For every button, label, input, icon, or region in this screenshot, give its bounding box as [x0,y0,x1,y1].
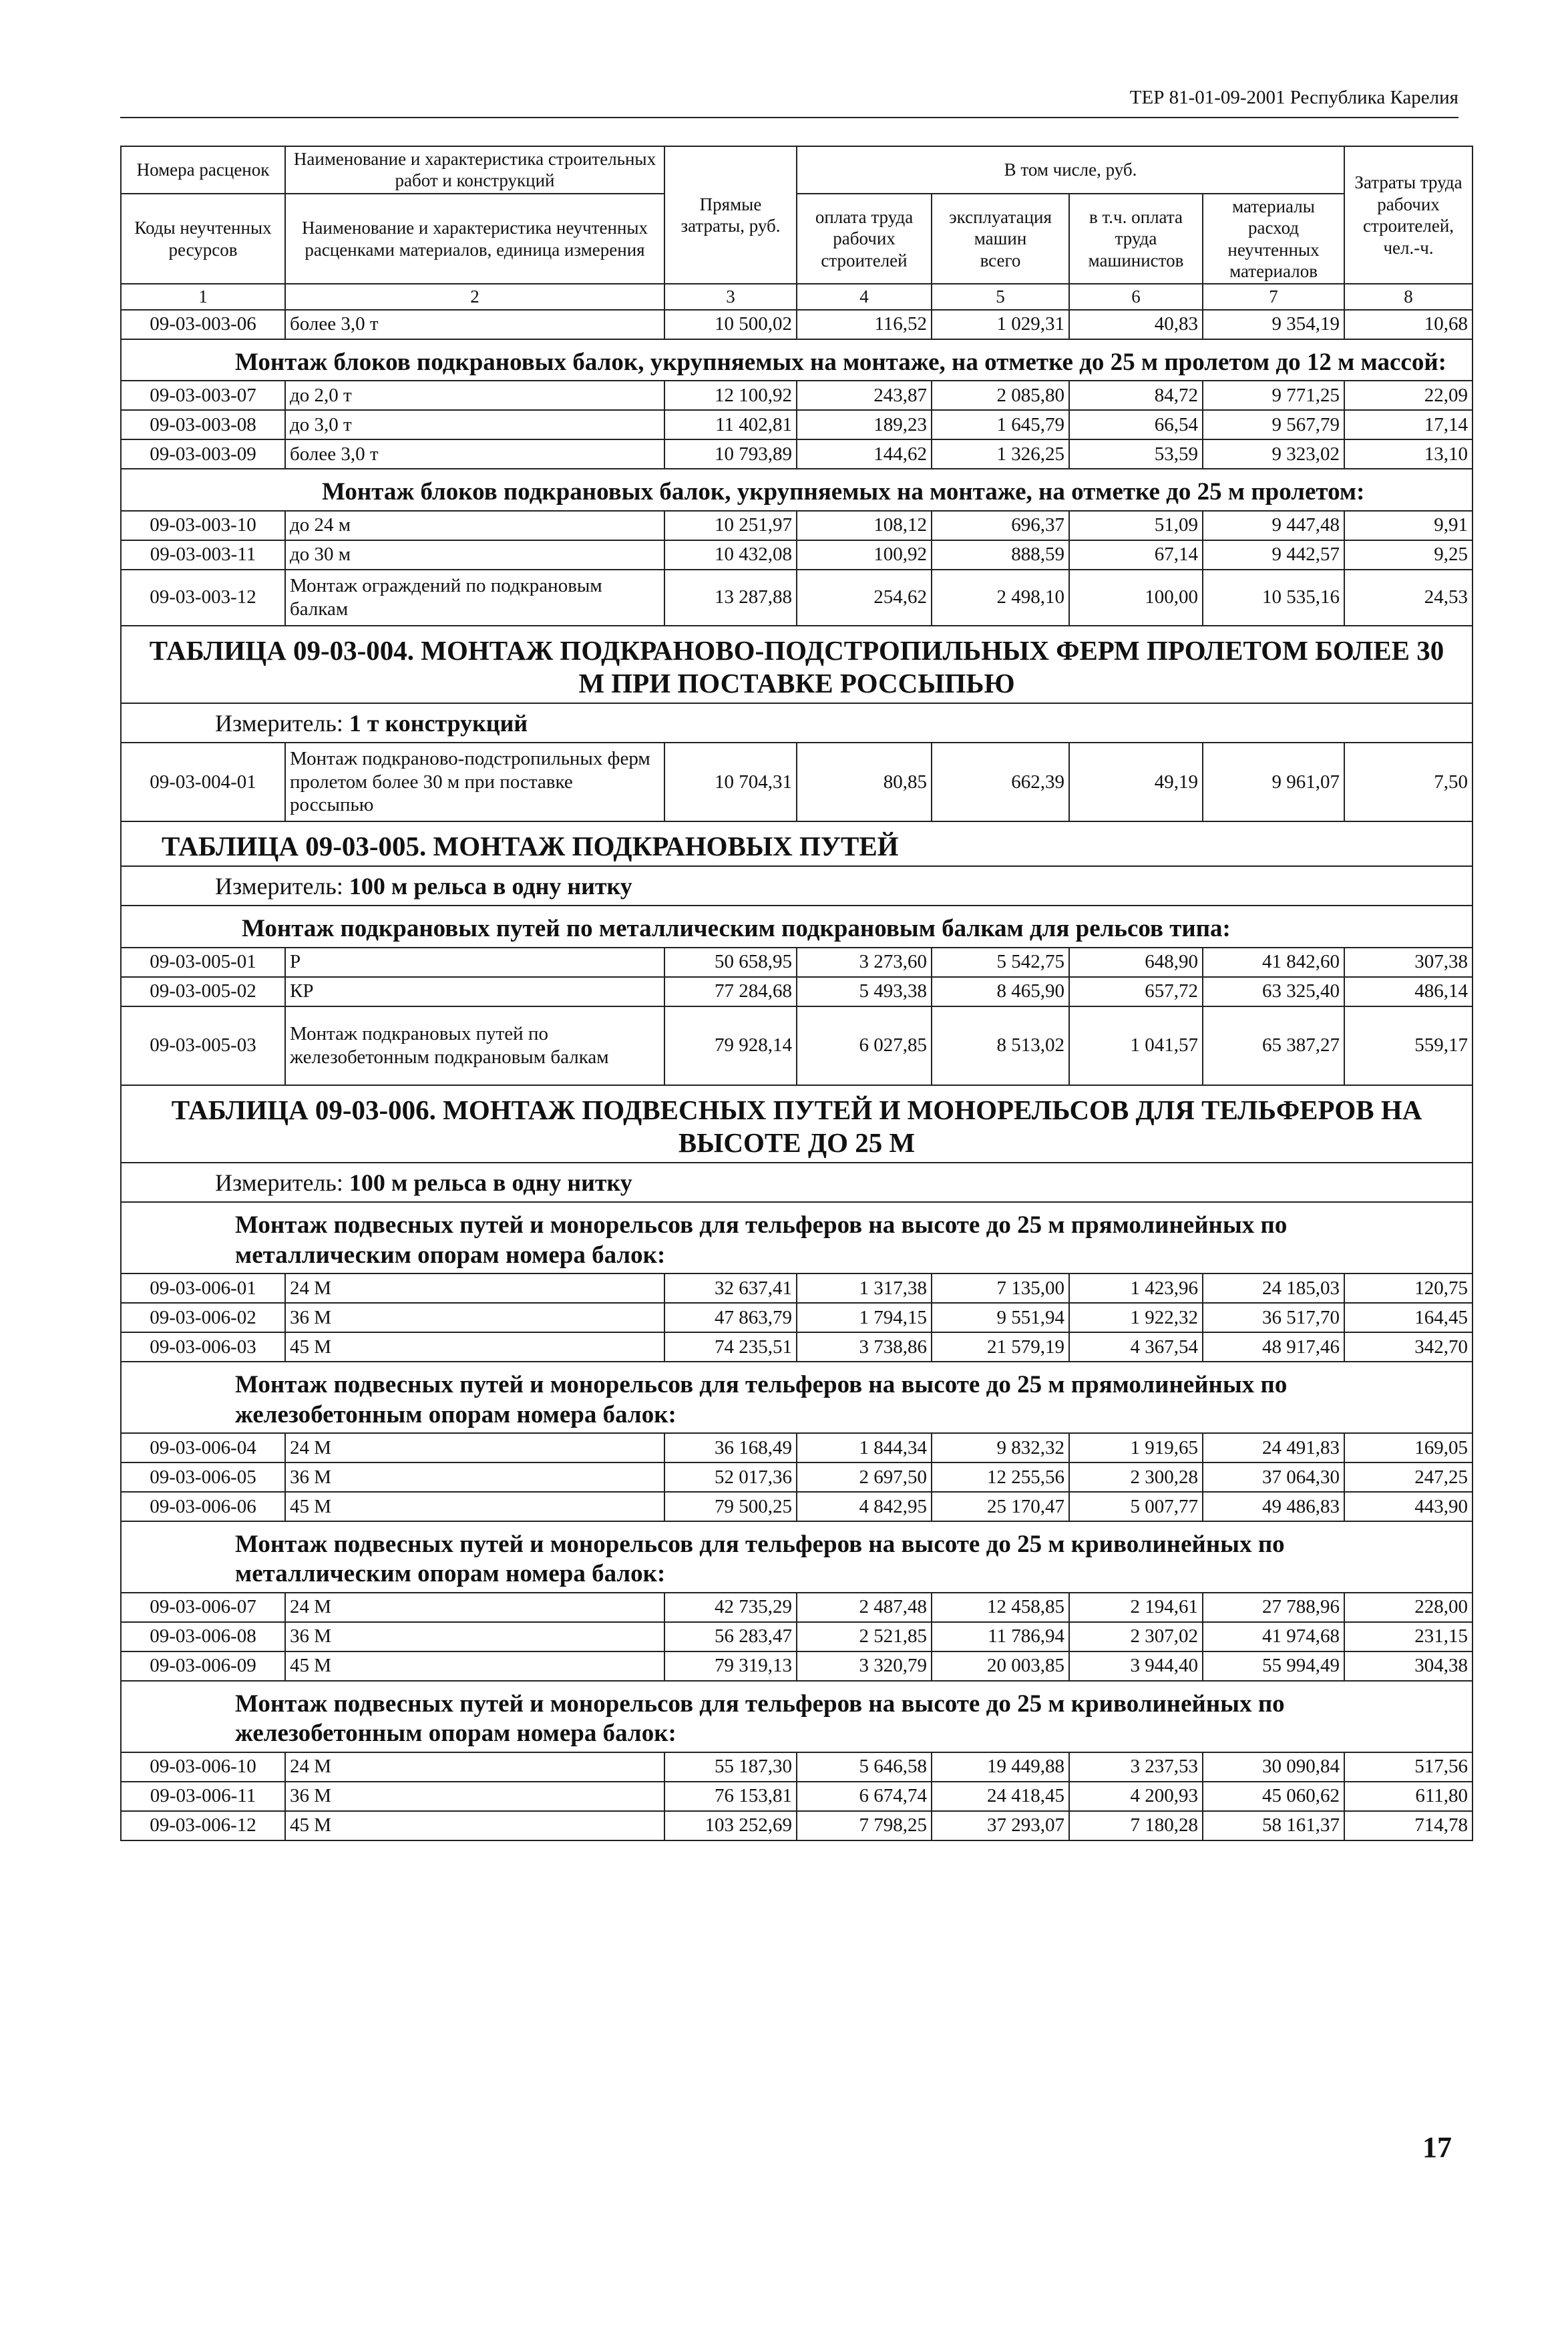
machine-cost: 9 551,94 [932,1303,1069,1332]
material-cost: 48 917,46 [1203,1332,1344,1362]
col-mach-all: всего [980,250,1021,270]
work-name: до 30 м [285,540,664,570]
rate-code: 09-03-004-01 [121,743,285,821]
work-name: до 3,0 т [285,410,664,439]
rate-code: 09-03-005-01 [121,948,285,977]
labor-hours: 228,00 [1344,1593,1473,1622]
material-cost: 30 090,84 [1203,1752,1344,1782]
machine-cost: 2 085,80 [932,381,1069,410]
col-mat-header [1203,194,1344,284]
work-name: 36 М [285,1782,664,1811]
machine-wage: 51,09 [1069,511,1203,540]
wage-cost: 7 798,25 [797,1811,932,1840]
machine-cost: 19 449,88 [932,1752,1069,1782]
measure-label: Измеритель: [215,1169,343,1197]
labor-hours: 247,25 [1344,1462,1473,1492]
material-cost: 9 961,07 [1203,743,1344,821]
material-cost: 49 486,83 [1203,1492,1344,1521]
machine-wage: 3 237,53 [1069,1752,1203,1782]
table-row [121,1492,1473,1521]
machine-cost: 1 029,31 [932,310,1069,339]
rate-code: 09-03-006-02 [121,1303,285,1332]
direct-cost: 11 402,81 [664,410,797,439]
machine-cost: 5 542,75 [932,948,1069,977]
machine-wage: 100,00 [1069,570,1203,626]
material-cost: 45 060,62 [1203,1782,1344,1811]
rate-code: 09-03-005-03 [121,1006,285,1085]
section-heading: Монтаж подвесных путей и монорельсов для тельферов на высоте до 25 м криволинейных по железобетонным опорам номера балок: [121,1681,1473,1752]
rate-code: 09-03-006-09 [121,1651,285,1681]
work-name: КР [285,977,664,1006]
wage-cost: 1 317,38 [797,1274,932,1303]
measure-unit: 100 м рельса в одну нитку [349,1169,632,1197]
material-cost: 9 354,19 [1203,310,1344,339]
page-number: 17 [1422,2131,1452,2164]
direct-cost: 10 704,31 [664,743,797,821]
table-row [121,1274,1473,1303]
machine-cost: 9 832,32 [932,1433,1069,1462]
machine-cost: 1 645,79 [932,410,1069,439]
section-heading: Монтаж блоков подкрановых балок, укрупняемых на монтаже, на отметке до 25 м пролетом: [121,469,1473,510]
col-mat-sub: расход неучтенных материалов [1227,218,1320,281]
measure-label: Измеритель: [215,709,343,737]
direct-cost: 10 432,08 [664,540,797,570]
machine-cost: 888,59 [932,540,1069,570]
labor-hours: 164,45 [1344,1303,1473,1332]
table-row [121,570,1473,626]
labor-hours: 304,38 [1344,1651,1473,1681]
table-row [121,1593,1473,1622]
material-cost: 36 517,70 [1203,1303,1344,1332]
col-num: 6 [1069,284,1203,309]
machine-cost: 11 786,94 [932,1622,1069,1651]
running-header: ТЕР 81-01-09-2001 Республика Карелия [120,87,1458,118]
direct-cost: 47 863,79 [664,1303,797,1332]
labor-hours: 559,17 [1344,1006,1473,1085]
material-cost: 41 974,68 [1203,1622,1344,1651]
work-name: 45 М [285,1332,664,1362]
table-title: ТАБЛИЦА 09-03-004. МОНТАЖ ПОДКРАНОВО-ПОДСТРОПИЛЬНЫХ ФЕРМ ПРОЛЕТОМ БОЛЕЕ 30 М ПРИ ПОСТАВКЕ РОССЫПЬЮ [121,626,1473,703]
direct-cost: 79 928,14 [664,1006,797,1085]
material-cost: 9 323,02 [1203,439,1344,469]
work-name: 45 М [285,1492,664,1521]
labor-hours: 24,53 [1344,570,1473,626]
column-numbers-row [121,284,1473,309]
rate-code: 09-03-006-07 [121,1593,285,1622]
wage-cost: 189,23 [797,410,932,439]
wage-cost: 254,62 [797,570,932,626]
direct-cost: 10 500,02 [664,310,797,339]
wage-cost: 6 027,85 [797,1006,932,1085]
col-num: 4 [797,284,932,309]
table-row [121,381,1473,410]
direct-cost: 77 284,68 [664,977,797,1006]
labor-hours: 342,70 [1344,1332,1473,1362]
rate-code: 09-03-003-12 [121,570,285,626]
table-row [121,540,1473,570]
rate-code: 09-03-005-02 [121,977,285,1006]
material-cost: 58 161,37 [1203,1811,1344,1840]
table-row [121,1622,1473,1651]
section-heading: Монтаж подкрановых путей по металлическим подкрановым балкам для рельсов типа: [121,906,1473,947]
wage-cost: 4 842,95 [797,1492,932,1521]
price-table [120,146,1473,1841]
table-row [121,1462,1473,1492]
labor-hours: 9,91 [1344,511,1473,540]
material-cost: 9 567,79 [1203,410,1344,439]
rate-code: 09-03-006-12 [121,1811,285,1840]
machine-wage: 66,54 [1069,410,1203,439]
measure-row [121,866,1473,906]
labor-hours: 7,50 [1344,743,1473,821]
machine-cost: 21 579,19 [932,1332,1069,1362]
direct-cost: 32 637,41 [664,1274,797,1303]
machine-cost: 7 135,00 [932,1274,1069,1303]
col-mach-wage-header: в т.ч. оплата труда машинистов [1069,194,1203,284]
table-row [121,1752,1473,1782]
labor-hours: 231,15 [1344,1622,1473,1651]
col-num: 5 [932,284,1069,309]
labor-hours: 120,75 [1344,1274,1473,1303]
rate-code: 09-03-003-10 [121,511,285,540]
rate-code: 09-03-006-04 [121,1433,285,1462]
machine-wage: 648,90 [1069,948,1203,977]
work-name: более 3,0 т [285,310,664,339]
rate-code: 09-03-006-05 [121,1462,285,1492]
direct-cost: 10 793,89 [664,439,797,469]
machine-cost: 37 293,07 [932,1811,1069,1840]
table-row [121,1782,1473,1811]
col-num: 7 [1203,284,1344,309]
col-direct-header: Прямые затраты, руб. [664,146,797,284]
table-title: ТАБЛИЦА 09-03-006. МОНТАЖ ПОДВЕСНЫХ ПУТЕЙ И МОНОРЕЛЬСОВ ДЛЯ ТЕЛЬФЕРОВ НА ВЫСОТЕ ДО 25 М [121,1085,1473,1163]
wage-cost: 5 493,38 [797,977,932,1006]
machine-cost: 24 418,45 [932,1782,1069,1811]
material-cost: 9 771,25 [1203,381,1344,410]
machine-wage: 84,72 [1069,381,1203,410]
measure-row [121,1163,1473,1202]
rate-code: 09-03-006-10 [121,1752,285,1782]
header-row [121,146,1473,194]
col-num: 2 [285,284,664,309]
machine-cost: 2 498,10 [932,570,1069,626]
direct-cost: 76 153,81 [664,1782,797,1811]
col-mach-title: эксплуатация машин [949,206,1052,249]
rate-code: 09-03-006-03 [121,1332,285,1362]
wage-cost: 108,12 [797,511,932,540]
labor-hours: 10,68 [1344,310,1473,339]
machine-wage: 67,14 [1069,540,1203,570]
machine-cost: 8 465,90 [932,977,1069,1006]
col-wage-header: оплата труда рабочих строителей [797,194,932,284]
col-num: 8 [1344,284,1473,309]
machine-wage: 1 041,57 [1069,1006,1203,1085]
direct-cost: 74 235,51 [664,1332,797,1362]
rate-code: 09-03-003-06 [121,310,285,339]
wage-cost: 3 320,79 [797,1651,932,1681]
machine-wage: 657,72 [1069,977,1203,1006]
wage-cost: 116,52 [797,310,932,339]
wage-cost: 2 521,85 [797,1622,932,1651]
labor-hours: 13,10 [1344,439,1473,469]
labor-hours: 611,80 [1344,1782,1473,1811]
section-heading: Монтаж блоков подкрановых балок, укрупняемых на монтаже, на отметке до 25 м пролетом до 12 м массой: [121,339,1473,381]
machine-wage: 49,19 [1069,743,1203,821]
table-row [121,743,1473,821]
machine-wage: 2 194,61 [1069,1593,1203,1622]
machine-cost: 20 003,85 [932,1651,1069,1681]
measure-unit: 1 т конструкций [349,709,528,737]
table-row [121,1332,1473,1362]
direct-cost: 36 168,49 [664,1433,797,1462]
wage-cost: 2 697,50 [797,1462,932,1492]
material-cost: 9 447,48 [1203,511,1344,540]
machine-wage: 1 919,65 [1069,1433,1203,1462]
work-name: до 2,0 т [285,381,664,410]
table-row [121,977,1473,1006]
work-name: 24 М [285,1274,664,1303]
labor-hours: 17,14 [1344,410,1473,439]
wage-cost: 2 487,48 [797,1593,932,1622]
table-row [121,1811,1473,1840]
wage-cost: 243,87 [797,381,932,410]
machine-cost: 662,39 [932,743,1069,821]
rate-code: 09-03-006-11 [121,1782,285,1811]
material-cost: 24 185,03 [1203,1274,1344,1303]
header-row-2 [121,194,1473,284]
machine-wage: 4 200,93 [1069,1782,1203,1811]
direct-cost: 42 735,29 [664,1593,797,1622]
wage-cost: 6 674,74 [797,1782,932,1811]
machine-wage: 1 423,96 [1069,1274,1203,1303]
table-row [121,948,1473,977]
measure-label: Измеритель: [215,873,343,900]
machine-cost: 696,37 [932,511,1069,540]
work-name: 45 М [285,1811,664,1840]
table-row [121,1651,1473,1681]
section-heading: Монтаж подвесных путей и монорельсов для тельферов на высоте до 25 м криволинейных по металлическим опорам номера балок: [121,1521,1473,1593]
rate-code: 09-03-003-11 [121,540,285,570]
machine-wage: 7 180,28 [1069,1811,1203,1840]
col-mach-header [932,194,1069,284]
direct-cost: 79 500,25 [664,1492,797,1521]
col-name-header: Наименование и характеристика строительных работ и конструкций [285,146,664,194]
work-name: Монтаж подкрановых путей по железобетонным подкрановым балкам [285,1006,664,1085]
machine-cost: 25 170,47 [932,1492,1069,1521]
col-mat-title: материалы [1232,196,1315,216]
col-num: 3 [664,284,797,309]
material-cost: 27 788,96 [1203,1593,1344,1622]
rate-code: 09-03-003-08 [121,410,285,439]
col-numbers-header: Номера расценок [121,146,285,194]
material-cost: 65 387,27 [1203,1006,1344,1085]
table-row [121,1303,1473,1332]
table-row [121,1006,1473,1085]
labor-hours: 307,38 [1344,948,1473,977]
direct-cost: 103 252,69 [664,1811,797,1840]
wage-cost: 144,62 [797,439,932,469]
machine-cost: 1 326,25 [932,439,1069,469]
machine-wage: 5 007,77 [1069,1492,1203,1521]
direct-cost: 13 287,88 [664,570,797,626]
section-heading: Монтаж подвесных путей и монорельсов для тельферов на высоте до 25 м прямолинейных по металлическим опорам номера балок: [121,1202,1473,1274]
work-name: Монтаж ограждений по подкрановым балкам [285,570,664,626]
rate-code: 09-03-003-07 [121,381,285,410]
rate-code: 09-03-006-08 [121,1622,285,1651]
work-name: 24 М [285,1752,664,1782]
measure-unit: 100 м рельса в одну нитку [349,873,632,900]
work-name: до 24 м [285,511,664,540]
table-title: ТАБЛИЦА 09-03-005. МОНТАЖ ПОДКРАНОВЫХ ПУТЕЙ [121,821,1473,866]
labor-hours: 517,56 [1344,1752,1473,1782]
wage-cost: 5 646,58 [797,1752,932,1782]
work-name: 45 М [285,1651,664,1681]
wage-cost: 80,85 [797,743,932,821]
table-row [121,439,1473,469]
material-cost: 10 535,16 [1203,570,1344,626]
work-name: 36 М [285,1462,664,1492]
labor-hours: 9,25 [1344,540,1473,570]
work-name: 36 М [285,1303,664,1332]
labor-hours: 714,78 [1344,1811,1473,1840]
machine-wage: 1 922,32 [1069,1303,1203,1332]
material-cost: 37 064,30 [1203,1462,1344,1492]
direct-cost: 52 017,36 [664,1462,797,1492]
col-codes-header: Коды неучтенных ресурсов [121,194,285,284]
rate-code: 09-03-006-06 [121,1492,285,1521]
work-name: более 3,0 т [285,439,664,469]
material-cost: 9 442,57 [1203,540,1344,570]
direct-cost: 12 100,92 [664,381,797,410]
work-name: 24 М [285,1433,664,1462]
direct-cost: 56 283,47 [664,1622,797,1651]
wage-cost: 1 844,34 [797,1433,932,1462]
labor-hours: 169,05 [1344,1433,1473,1462]
work-name: 24 М [285,1593,664,1622]
rate-code: 09-03-006-01 [121,1274,285,1303]
labor-hours: 22,09 [1344,381,1473,410]
table-row [121,511,1473,540]
machine-wage: 3 944,40 [1069,1651,1203,1681]
machine-cost: 12 255,56 [932,1462,1069,1492]
machine-cost: 12 458,85 [932,1593,1069,1622]
wage-cost: 100,92 [797,540,932,570]
work-name: Монтаж подкраново-подстропильных ферм пролетом более 30 м при поставке россыпью [285,743,664,821]
labor-hours: 443,90 [1344,1492,1473,1521]
wage-cost: 1 794,15 [797,1303,932,1332]
wage-cost: 3 738,86 [797,1332,932,1362]
material-cost: 24 491,83 [1203,1433,1344,1462]
col-incl-header: В том числе, руб. [797,146,1344,194]
table-row [121,410,1473,439]
machine-wage: 40,83 [1069,310,1203,339]
machine-wage: 4 367,54 [1069,1332,1203,1362]
direct-cost: 50 658,95 [664,948,797,977]
labor-hours: 486,14 [1344,977,1473,1006]
work-name: Р [285,948,664,977]
measure-row [121,703,1473,743]
material-cost: 55 994,49 [1203,1651,1344,1681]
col-name2-header: Наименование и характеристика неучтенных расценками материалов, единица измерения [285,194,664,284]
table-row [121,310,1473,339]
work-name: 36 М [285,1622,664,1651]
direct-cost: 79 319,13 [664,1651,797,1681]
rate-code: 09-03-003-09 [121,439,285,469]
machine-wage: 2 307,02 [1069,1622,1203,1651]
table-row [121,1433,1473,1462]
wage-cost: 3 273,60 [797,948,932,977]
col-labor-header: Затраты труда рабочих строителей, чел.-ч. [1344,146,1473,284]
machine-wage: 53,59 [1069,439,1203,469]
direct-cost: 10 251,97 [664,511,797,540]
material-cost: 63 325,40 [1203,977,1344,1006]
col-num: 1 [121,284,285,309]
material-cost: 41 842,60 [1203,948,1344,977]
machine-wage: 2 300,28 [1069,1462,1203,1492]
direct-cost: 55 187,30 [664,1752,797,1782]
section-heading: Монтаж подвесных путей и монорельсов для тельферов на высоте до 25 м прямолинейных по железобетонным опорам номера балок: [121,1362,1473,1433]
machine-cost: 8 513,02 [932,1006,1069,1085]
